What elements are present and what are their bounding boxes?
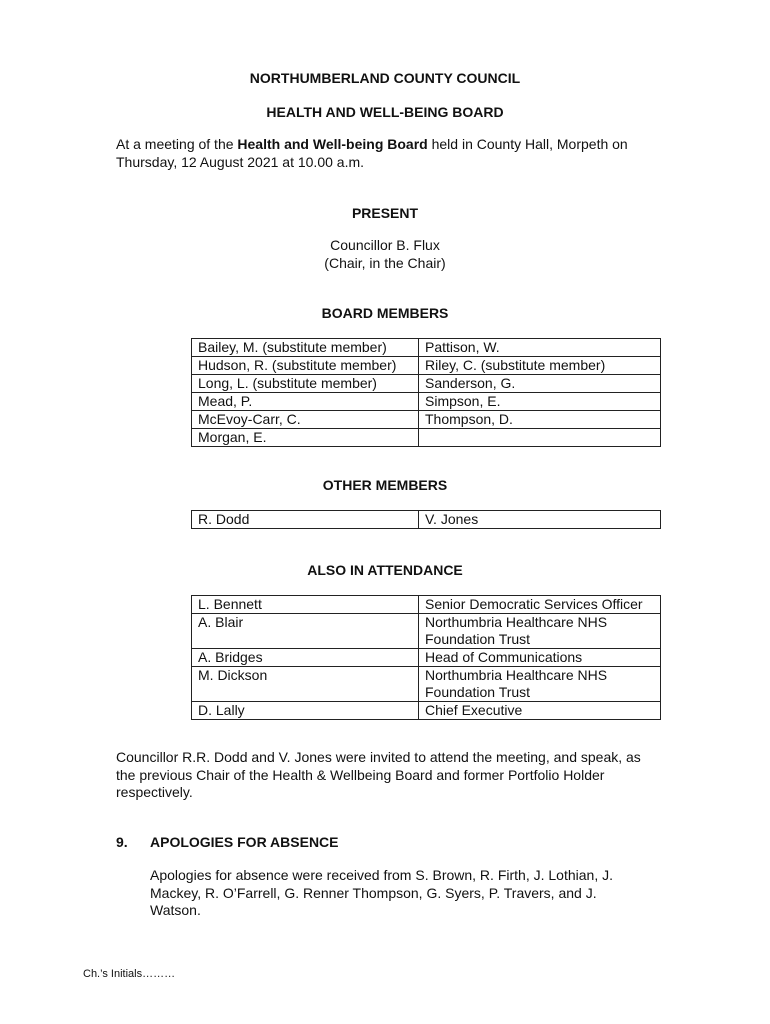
council-title: NORTHUMBERLAND COUNTY COUNCIL <box>249 70 521 86</box>
table-cell: McEvoy-Carr, C. <box>192 411 419 429</box>
table-cell: Head of Communications <box>419 649 661 667</box>
table-row <box>192 339 661 357</box>
intro-suffix: held in County Hall, Morpeth on Thursday, 12 August 2021 at 10.00 a.m. <box>116 136 628 170</box>
chair-initials: Ch.’s Initials……… <box>83 968 176 980</box>
table-row <box>192 614 661 649</box>
table-row <box>192 702 661 720</box>
table-row <box>192 649 661 667</box>
table-cell: Northumbria Healthcare NHS Foundation Trust <box>419 667 661 702</box>
table-cell: Pattison, W. <box>419 339 661 357</box>
invitation-note: Councillor R.R. Dodd and V. Jones were invited to attend the meeting, and speak, as the previous Chair of the Health & Wellbeing Board and former Portfolio Holder respectively. <box>116 749 641 800</box>
table-cell <box>419 429 661 447</box>
table-row <box>192 429 661 447</box>
intro-board-name: Health and Well-being Board <box>237 136 428 152</box>
present-heading: PRESENT <box>351 205 419 221</box>
table-cell: A. Blair <box>192 614 419 649</box>
table-cell: Chief Executive <box>419 702 661 720</box>
table-cell: Riley, C. (substitute member) <box>419 357 661 375</box>
other-members-heading: OTHER MEMBERS <box>322 477 448 493</box>
chair-name: Councillor B. Flux <box>330 237 440 253</box>
apologies-text: Apologies for absence were received from S. Brown, R. Firth, J. Lothian, J. Mackey, R. O’Farrell, G. Renner Thompson, G. Syers, P. Travers, and J. Watson. <box>150 867 613 918</box>
table-cell: M. Dickson <box>192 667 419 702</box>
board-title: HEALTH AND WELL-BEING BOARD <box>266 104 504 120</box>
table-cell: Mead, P. <box>192 393 419 411</box>
table-row <box>192 375 661 393</box>
table-cell: D. Lally <box>192 702 419 720</box>
table-cell: Northumbria Healthcare NHS Foundation Trust <box>419 614 661 649</box>
table-cell: Long, L. (substitute member) <box>192 375 419 393</box>
chair-role: (Chair, in the Chair) <box>324 255 446 271</box>
other-members-table <box>191 510 661 529</box>
table-cell: Simpson, E. <box>419 393 661 411</box>
table-cell: Hudson, R. (substitute member) <box>192 357 419 375</box>
table-row <box>192 393 661 411</box>
table-cell: A. Bridges <box>192 649 419 667</box>
intro-prefix: At a meeting of the <box>116 136 238 152</box>
board-members-heading: BOARD MEMBERS <box>321 305 449 321</box>
table-cell: V. Jones <box>419 511 661 529</box>
attendance-table <box>191 595 661 720</box>
table-cell: Senior Democratic Services Officer <box>419 596 661 614</box>
table-cell: Sanderson, G. <box>419 375 661 393</box>
board-members-table <box>191 338 661 447</box>
table-row <box>192 596 661 614</box>
table-cell: Thompson, D. <box>419 411 661 429</box>
intro-paragraph <box>116 136 676 171</box>
table-cell: L. Bennett <box>192 596 419 614</box>
table-cell: R. Dodd <box>192 511 419 529</box>
table-row <box>192 357 661 375</box>
item-number: 9. <box>116 834 128 850</box>
table-row <box>192 667 661 702</box>
table-cell: Morgan, E. <box>192 429 419 447</box>
table-row <box>192 411 661 429</box>
table-cell: Bailey, M. (substitute member) <box>192 339 419 357</box>
attendance-heading: ALSO IN ATTENDANCE <box>307 562 463 578</box>
table-row <box>192 511 661 529</box>
item-title: APOLOGIES FOR ABSENCE <box>150 834 339 850</box>
